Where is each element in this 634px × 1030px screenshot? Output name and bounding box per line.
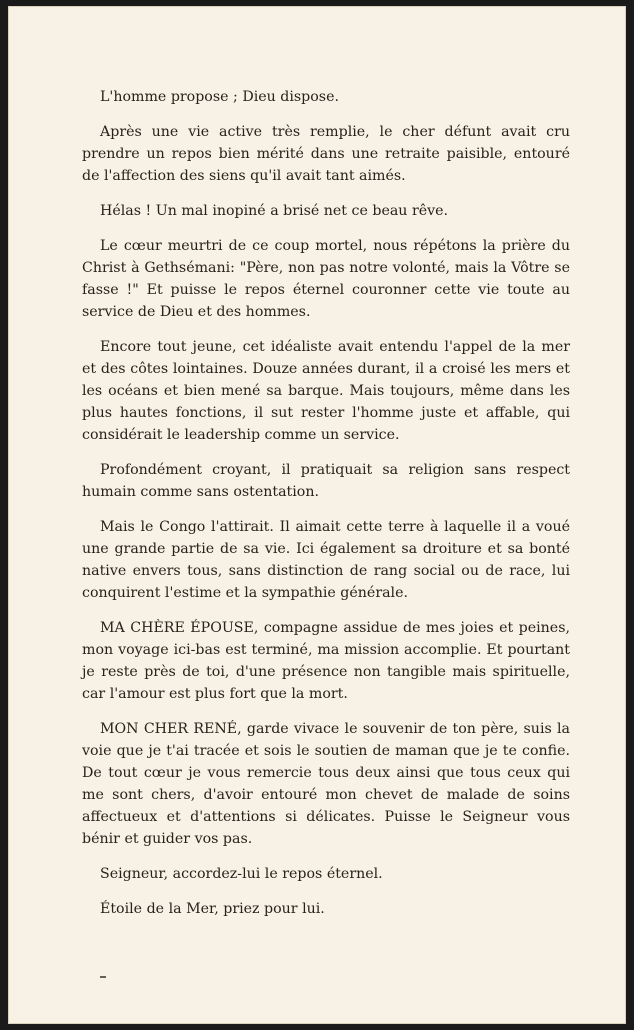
paragraph-congo: Mais le Congo l'attirait. Il aimait cette terre à laquelle il a voué une grande partie de sa vie. Ici également sa droiture et sa bonté native envers tous, sans distinction de rang social ou de race, lui conquirent l'estime et la sympathie générale. bbox=[82, 519, 570, 601]
paragraph-career: Encore tout jeune, cet idéaliste avait entendu l'appel de la mer et des côtes lointaines. Douze années durant, il a croisé les mers et les océans et bien mené sa barque. Mais toujours, même dans les plus hautes fonctions, il sut rester l'homme juste et affable, qui considérait le leadership comme un service. bbox=[82, 339, 570, 443]
memorial-text bbox=[82, 86, 570, 933]
paragraph-prayer: Le cœur meurtri de ce coup mortel, nous répétons la prière du Christ à Gethsémani: "Père, non pas notre volonté, mais la Vôtre se fasse !" Et puisse le repos éternel couronner cette vie toute au service de Dieu et des hommes. bbox=[82, 238, 570, 320]
paragraph-faith: Profondément croyant, il pratiquait sa religion sans respect humain comme sans ostentation. bbox=[82, 462, 570, 500]
closing-prayer: Seigneur, accordez-lui le repos éternel. bbox=[100, 866, 383, 882]
paragraph-illness: Hélas ! Un mal inopiné a brisé net ce beau rêve. bbox=[100, 203, 449, 219]
opening-proverb: L'homme propose ; Dieu dispose. bbox=[100, 89, 339, 105]
memorial-card bbox=[8, 6, 626, 1024]
paragraph-son: MON CHER RENÉ, garde vivace le souvenir de ton père, suis la voie que je t'ai tracée et sois le soutien de maman que je te confie. De tout cœur je vous remercie tous deux ainsi que tous ceux qui me sont chers, d'avoir entouré mon chevet de malade de soins affectueux et d'attentions si délicates. Puisse le Seigneur vous bénir et guider vos pas. bbox=[82, 721, 570, 847]
end-mark bbox=[100, 976, 106, 978]
closing-invocation: Étoile de la Mer, priez pour lui. bbox=[100, 901, 325, 917]
paragraph-wife: MA CHÈRE ÉPOUSE, compagne assidue de mes joies et peines, mon voyage ici-bas est terminé, ma mission accomplie. Et pourtant je reste près de toi, d'une présence non tangible mais spirituelle, car l'amour est plus fort que la mort. bbox=[82, 620, 570, 702]
paragraph-retirement: Après une vie active très remplie, le cher défunt avait cru prendre un repos bien mérité dans une retraite paisible, entouré de l'affection des siens qu'il avait tant aimés. bbox=[82, 124, 570, 184]
